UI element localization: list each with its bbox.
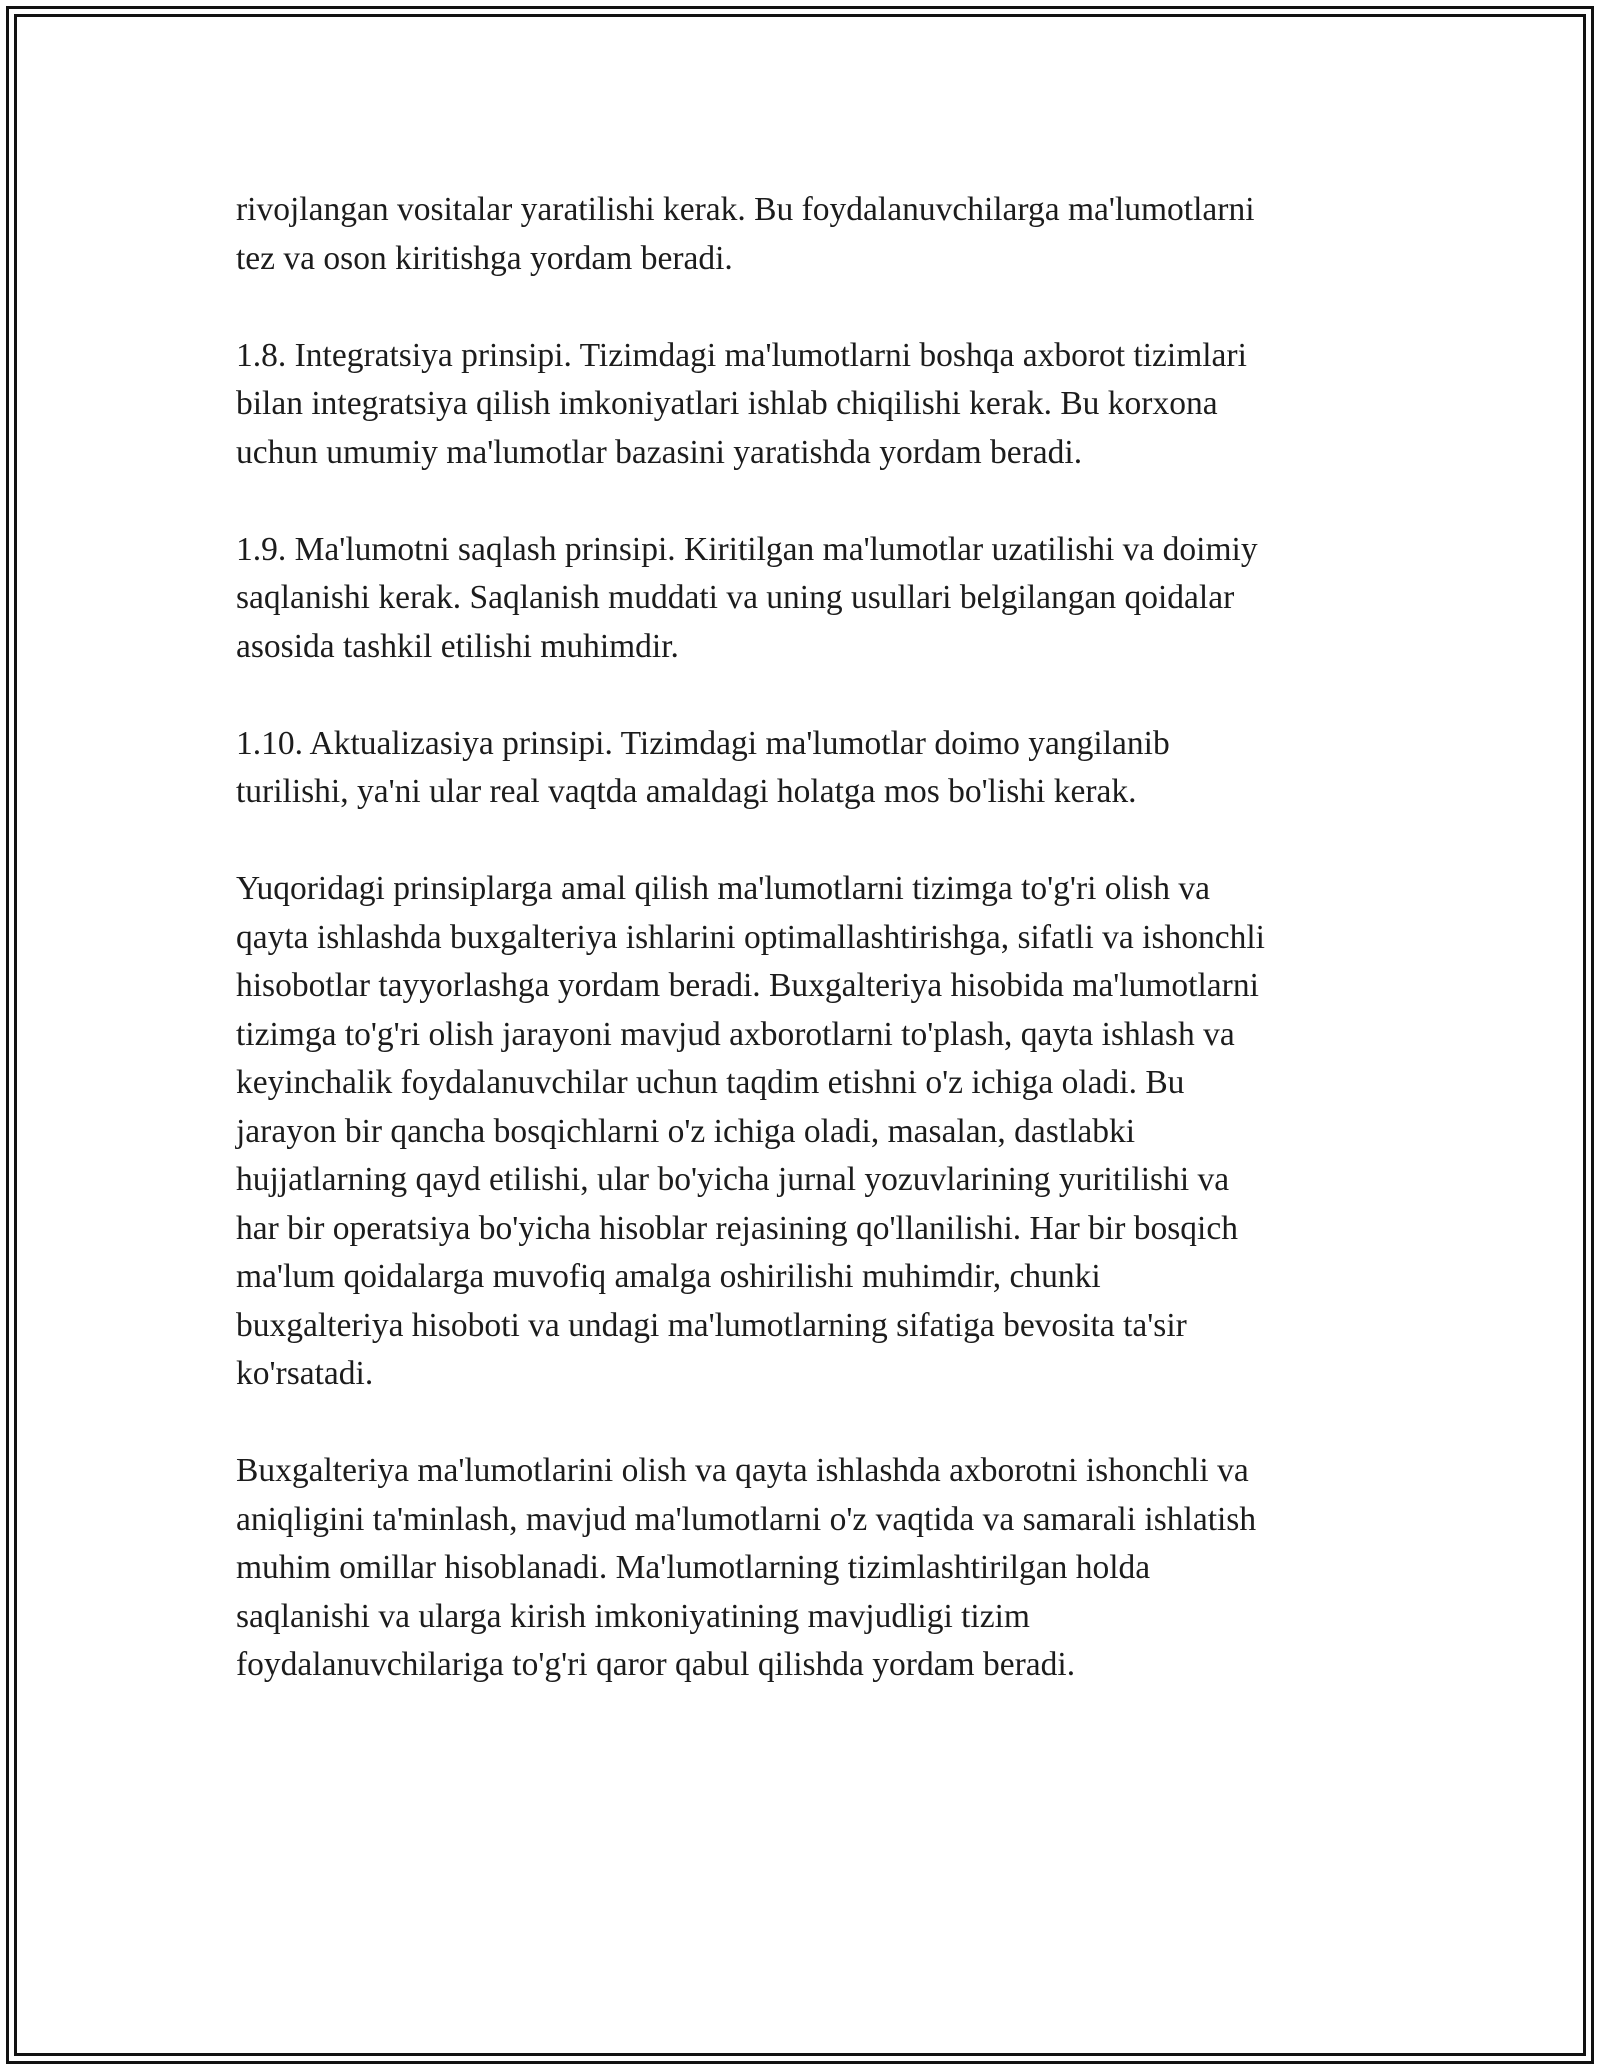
paragraph-storage-principle: 1.9. Ma'lumotni saqlash prinsipi. Kiritilgan ma'lumotlar uzatilishi va doimiy saqlanishi kerak. Saqlanish muddati va uning usullari belgilangan qoidalar asosida tashkil etilishi muhimdir. <box>236 530 1258 665</box>
paragraph-integration-principle: 1.8. Integratsiya prinsipi. Tizimdagi ma'lumotlarni boshqa axborot tizimlari bilan integratsiya qilish imkoniyatlari ishlab chiqilishi kerak. Bu korxona uchun umumiy ma'lumotlar bazasini yaratishda yordam beradi. <box>236 336 1247 471</box>
paragraph-actualization-principle: 1.10. Aktualizasiya prinsipi. Tizimdagi ma'lumotlar doimo yangilanib turilishi, ya'ni ular real vaqtda amaldagi holatga mos bo'lishi kerak. <box>236 724 1170 810</box>
document-body <box>236 186 1366 1738</box>
paragraph-principles-summary: Yuqoridagi prinsiplarga amal qilish ma'lumotlarni tizimga to'g'ri olish va qayta ishlashda buxgalteriya ishlarini optimallashtirishga, sifatli va ishonchli hisobotlar tayyorlashga yordam beradi. Buxgalteriya hisobida ma'lumotlarni tizimga to'g'ri olish jarayoni mavjud axborotlarni to'plash, qayta ishlash va keyinchalik foydalanuvchilar uchun taqdim etishni o'z ichiga oladi. Bu jarayon bir qancha bosqichlarni o'z ichiga oladi, masalan, dastlabki hujjatlarning qayd etilishi, ular bo'yicha jurnal yozuvlarining yuritilishi va har bir operatsiya bo'yicha hisoblar rejasining qo'llanilishi. Har bir bosqich ma'lum qoidalarga muvofiq amalga oshirilishi muhimdir, chunki buxgalteriya hisoboti va undagi ma'lumotlarning sifatiga bevosita ta'sir ko'rsatadi. <box>236 870 1265 1392</box>
paragraph-continuation: rivojlangan vositalar yaratilishi kerak. Bu foydalanuvchilarga ma'lumotlarni tez va oson kiritishga yordam beradi. <box>236 191 1255 277</box>
paragraph-conclusion: Buxgalteriya ma'lumotlarini olish va qayta ishlashda axborotni ishonchli va aniqligini ta'minlash, mavjud ma'lumotlarni o'z vaqtida va samarali ishlatish muhim omillar hisoblanadi. Ma'lumotlarning tizimlashtirilgan holda saqlanishi va ularga kirish imkoniyatining mavjudligi tizim foydalanuvchilariga to'g'ri qaror qabul qilishda yordam beradi. <box>236 1452 1257 1683</box>
